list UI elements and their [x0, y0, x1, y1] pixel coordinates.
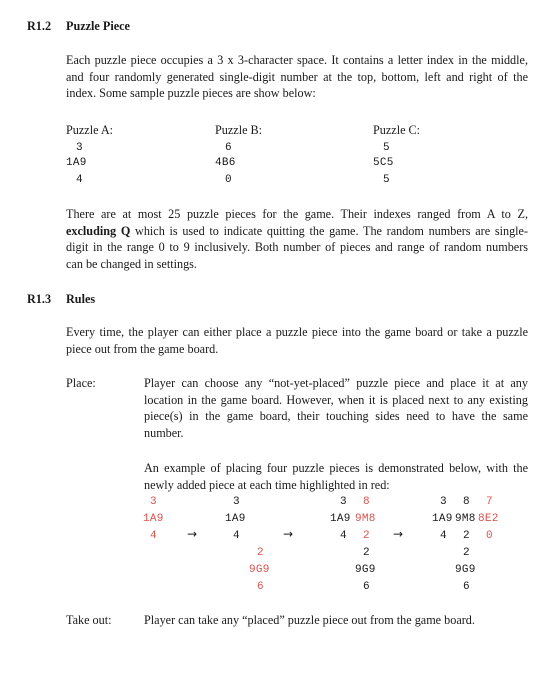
step3-r2a: 1A9 [330, 513, 351, 525]
section-number-r13: R1.3 [27, 292, 52, 306]
text-line: digit in the range 0 to 9 inclusively. Both number of pieces and range of random numbers [66, 240, 528, 254]
sample-a-middle: 1A9 [66, 157, 87, 169]
step2-r3: 4 [233, 530, 240, 542]
sample-b-bottom: 0 [225, 174, 232, 186]
puzzle-piece-description [66, 52, 528, 102]
step4-r1c: 7 [486, 496, 493, 508]
sample-c-top: 5 [383, 142, 390, 154]
sample-c-middle: 5C5 [373, 157, 394, 169]
text-line: location in the game board. However, when it is placed next to any existing [144, 392, 528, 407]
step3-r3b: 2 [363, 530, 370, 542]
text-line: index. Some sample puzzle pieces are show below: [66, 86, 316, 100]
step2-r4: 2 [257, 547, 264, 559]
arrow-icon: → [187, 527, 198, 541]
text-line: and four randomly generated single-digit number at the top, bottom, left and right of the [66, 69, 528, 84]
section-title-r13: Rules [66, 292, 96, 306]
step1-bottom: 4 [150, 530, 157, 542]
step3-r1a: 3 [340, 496, 347, 508]
text-line: Player can choose any “not-yet-placed” puzzle piece and place it at any [144, 376, 528, 390]
step3-r4: 2 [363, 547, 370, 559]
step3-r1b: 8 [363, 496, 370, 508]
step4-r3c: 0 [486, 530, 493, 542]
step4-r1a: 3 [440, 496, 447, 508]
example-description [144, 460, 528, 493]
sample-label-a: Puzzle A: [66, 123, 114, 137]
sample-b-middle: 4B6 [215, 157, 236, 169]
step4-r3a: 4 [440, 530, 447, 542]
section-title-r12: Puzzle Piece [66, 19, 130, 33]
bold-exclusion: excluding Q [66, 223, 131, 238]
step2-r6: 6 [257, 581, 264, 593]
step4-r6: 6 [463, 581, 470, 593]
step4-r3b: 2 [463, 530, 470, 542]
piece-limits-description [66, 206, 528, 272]
text-line: number. [144, 425, 184, 440]
text-line [66, 223, 528, 240]
step2-r2: 1A9 [225, 513, 246, 525]
step3-r3a: 4 [340, 530, 347, 542]
section-number-r12: R1.2 [27, 19, 52, 33]
sample-label-c: Puzzle C: [373, 123, 421, 137]
sample-c-bottom: 5 [383, 174, 390, 186]
rules-intro [66, 324, 528, 357]
step3-r2b: 9M8 [355, 513, 376, 525]
text-line: An example of placing four puzzle pieces is demonstrated below, with the [144, 461, 528, 475]
step1-top: 3 [150, 496, 157, 508]
text-span: which is used to indicate quitting the game. The random numbers are single- [130, 223, 529, 238]
text-line: newly added piece at each time highlighted in red: [144, 477, 390, 492]
place-description [144, 375, 528, 441]
sample-label-b: Puzzle B: [215, 123, 263, 137]
sample-b-top: 6 [225, 142, 232, 154]
text-line: can be changed in settings. [66, 256, 197, 271]
step3-r5: 9G9 [355, 564, 376, 576]
text-line: piece(s) in the game board, their touching sides need to have the same [144, 409, 528, 423]
step2-r5: 9G9 [249, 564, 270, 576]
arrow-icon: → [393, 527, 404, 541]
step1-middle: 1A9 [143, 513, 164, 525]
sample-a-bottom: 4 [76, 174, 83, 186]
step4-r2c: 8E2 [478, 513, 499, 525]
text-line: Every time, the player can either place a puzzle piece into the game board or take a puzzle [66, 325, 528, 339]
text-line: piece out from the game board. [66, 341, 219, 356]
step4-r1b: 8 [463, 496, 470, 508]
step3-r6: 6 [363, 581, 370, 593]
text-line: Each puzzle piece occupies a 3 x 3-character space. It contains a letter index in the middle, [66, 53, 528, 67]
step4-r2b: 9M8 [455, 513, 476, 525]
step4-r5: 9G9 [455, 564, 476, 576]
step2-r1: 3 [233, 496, 240, 508]
step4-r4: 2 [463, 547, 470, 559]
sample-a-top: 3 [76, 142, 83, 154]
place-term: Place: [66, 376, 96, 390]
arrow-icon: → [283, 527, 294, 541]
step4-r2a: 1A9 [432, 513, 453, 525]
takeout-description: Player can take any “placed” puzzle piece out from the game board. [144, 613, 475, 627]
takeout-term: Take out: [66, 613, 112, 627]
text-line: There are at most 25 puzzle pieces for the game. Their indexes ranged from A to Z, [66, 207, 528, 221]
